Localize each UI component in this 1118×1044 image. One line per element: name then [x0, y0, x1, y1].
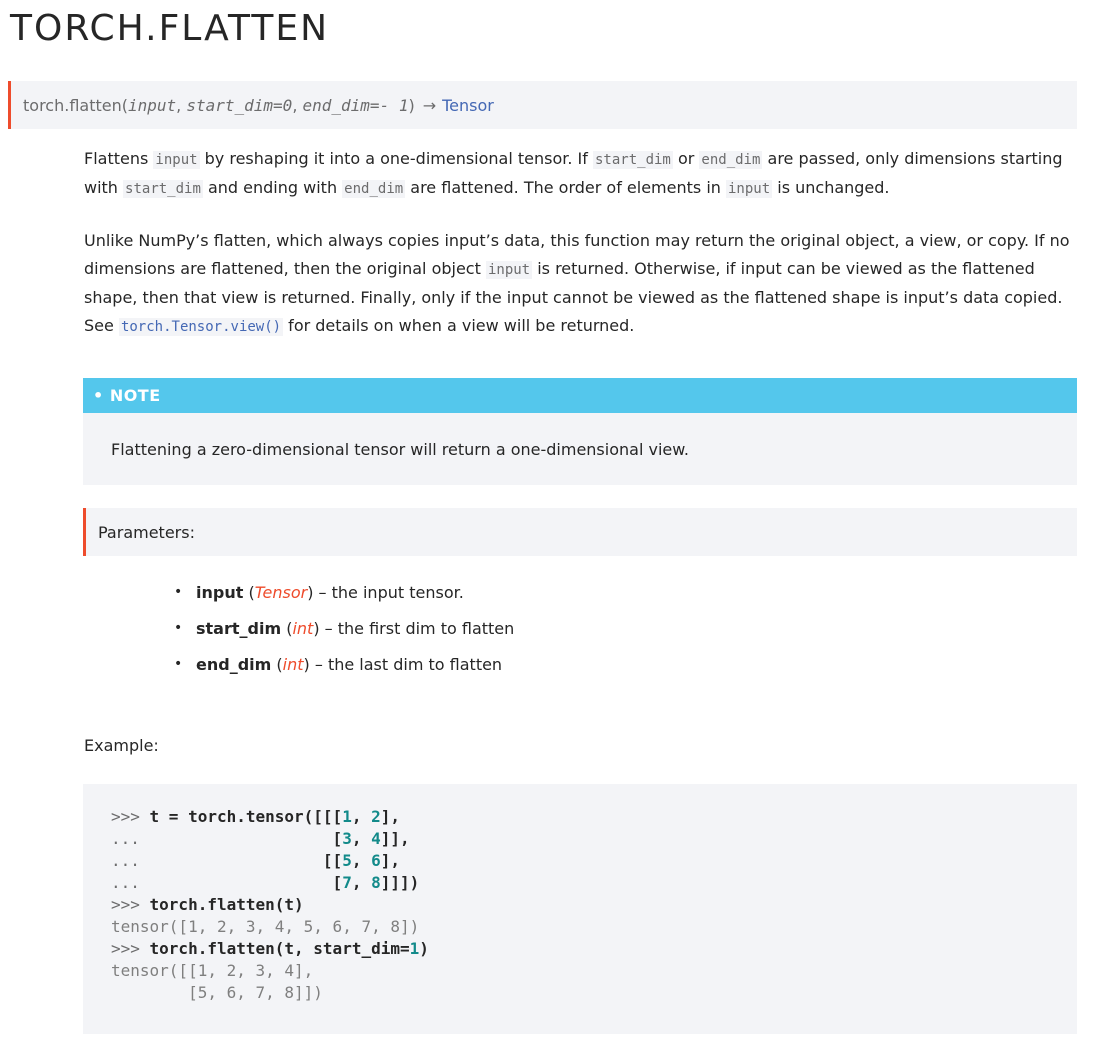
- text: Flattens: [84, 149, 154, 168]
- example-label: Example:: [84, 736, 159, 755]
- code: [: [149, 829, 343, 848]
- description-paragraph-2: [84, 227, 1076, 341]
- signature-close-paren: ): [408, 95, 415, 115]
- param-type-link[interactable]: int: [282, 654, 304, 674]
- description-paragraph-1: [84, 145, 1076, 203]
- code: ]]]): [380, 873, 420, 892]
- code-example-block[interactable]: [83, 784, 1077, 1034]
- note-bullet-icon: •: [93, 386, 104, 405]
- signature-return-arrow: →: [422, 95, 437, 115]
- number: 1: [409, 939, 420, 958]
- code-line: [111, 828, 1077, 850]
- code-line: [111, 806, 1077, 828]
- code: torch.flatten(t): [149, 895, 304, 914]
- number: 3: [342, 829, 352, 848]
- text: are flattened. The order of elements in: [405, 178, 726, 197]
- code: ): [419, 939, 429, 958]
- text: is returned. Otherwise, if input can be viewed as the flattened shape, then that view is returned. Finally, only if the input cannot be viewed as the flattened shape is input’s data copied. See: [84, 259, 1063, 335]
- paren: ): [303, 654, 310, 674]
- note-header: [83, 378, 1077, 413]
- code-line: [111, 850, 1077, 872]
- code-line: [111, 938, 1077, 960]
- note-label: NOTE: [109, 386, 161, 405]
- code-output-line: [111, 982, 1077, 1004]
- paren: (: [276, 654, 283, 674]
- number: 7: [342, 873, 352, 892]
- code: [[: [149, 851, 343, 870]
- number: 4: [371, 829, 381, 848]
- param-name: start_dim: [196, 618, 282, 638]
- inline-code-input: input: [487, 262, 531, 278]
- parameter-item-end-dim: [174, 646, 514, 682]
- tensor-view-link[interactable]: torch.Tensor.view(): [120, 319, 282, 335]
- code: [: [149, 873, 343, 892]
- text: are passed, only dimensions starting with: [84, 149, 1063, 197]
- page-title: TORCH.FLATTEN: [10, 8, 330, 49]
- number: 2: [371, 807, 381, 826]
- inline-code-input: input: [728, 181, 771, 197]
- inline-code-start-dim: start_dim: [595, 152, 671, 168]
- code-line: [111, 872, 1077, 894]
- number: 8: [371, 873, 381, 892]
- code: ,: [351, 851, 372, 870]
- paren: (: [286, 618, 293, 638]
- code-output-line: [111, 916, 1077, 938]
- bullet-icon: •: [174, 584, 183, 600]
- code: ,: [351, 807, 372, 826]
- bullet-icon: •: [174, 656, 183, 672]
- parameter-item-input: [174, 574, 514, 610]
- code: ]],: [380, 829, 410, 848]
- code: ],: [380, 807, 400, 826]
- param-desc: – the first dim to flatten: [324, 618, 515, 638]
- code: t = torch.tensor([[[: [149, 807, 343, 826]
- code-output-line: [111, 960, 1077, 982]
- output: [5, 6, 7, 8]]): [111, 983, 323, 1002]
- note-body: [83, 413, 1077, 485]
- prompt: ...: [111, 873, 150, 892]
- output: tensor([1, 2, 3, 4, 5, 6, 7, 8]): [111, 917, 420, 936]
- bullet-icon: •: [174, 620, 183, 636]
- text: for details on when a view will be returned.: [283, 316, 635, 335]
- signature-param-input: input: [127, 95, 177, 115]
- code: ],: [380, 851, 400, 870]
- code-line: [111, 894, 1077, 916]
- signature-param-end-dim: end_dim=- 1: [302, 95, 409, 115]
- text: Unlike NumPy’s flatten, which always copies input’s data, this function may return the original object, a view, or copy. If no dimensions are flattened, then the original object: [84, 231, 1070, 278]
- signature-sep-2: ,: [292, 95, 298, 115]
- number: 1: [342, 807, 352, 826]
- text: by reshaping it into a one-dimensional tensor. If: [199, 149, 593, 168]
- code: ,: [351, 873, 372, 892]
- parameters-label: Parameters:: [98, 522, 195, 542]
- param-type-link[interactable]: int: [292, 618, 314, 638]
- prompt: >>>: [111, 895, 150, 914]
- signature-param-start-dim: start_dim=0: [186, 95, 293, 115]
- inline-code-input: input: [155, 152, 198, 168]
- prompt: ...: [111, 829, 150, 848]
- code: torch.flatten(t, start_dim=: [149, 939, 410, 958]
- inline-code-start-dim: start_dim: [125, 181, 201, 197]
- param-type-link[interactable]: Tensor: [254, 582, 308, 602]
- prompt: >>>: [111, 939, 150, 958]
- signature-return-type-link[interactable]: Tensor: [442, 95, 494, 115]
- signature-function-name: torch.flatten: [23, 95, 122, 115]
- text: or: [672, 149, 700, 168]
- paren: (: [248, 582, 255, 602]
- text: and ending with: [202, 178, 343, 197]
- text: is unchanged.: [772, 178, 890, 197]
- param-name: input: [196, 582, 244, 602]
- paren: ): [307, 582, 314, 602]
- signature-open-paren: (: [121, 95, 128, 115]
- code: ,: [351, 829, 372, 848]
- prompt: ...: [111, 851, 150, 870]
- function-signature: [8, 81, 1077, 129]
- number: 6: [371, 851, 381, 870]
- inline-code-end-dim: end_dim: [344, 181, 404, 197]
- inline-code-end-dim: end_dim: [701, 152, 761, 168]
- note-text: Flattening a zero-dimensional tensor will return a one-dimensional view.: [111, 439, 689, 459]
- parameter-list: [174, 574, 514, 682]
- output: tensor([[1, 2, 3, 4],: [111, 961, 314, 980]
- number: 5: [342, 851, 352, 870]
- parameter-item-start-dim: [174, 610, 514, 646]
- param-desc: – the input tensor.: [318, 582, 464, 602]
- prompt: >>>: [111, 807, 150, 826]
- signature-sep-1: ,: [176, 95, 182, 115]
- parameters-header: [83, 508, 1077, 556]
- param-desc: – the last dim to flatten: [314, 654, 503, 674]
- param-name: end_dim: [196, 654, 272, 674]
- paren: ): [313, 618, 320, 638]
